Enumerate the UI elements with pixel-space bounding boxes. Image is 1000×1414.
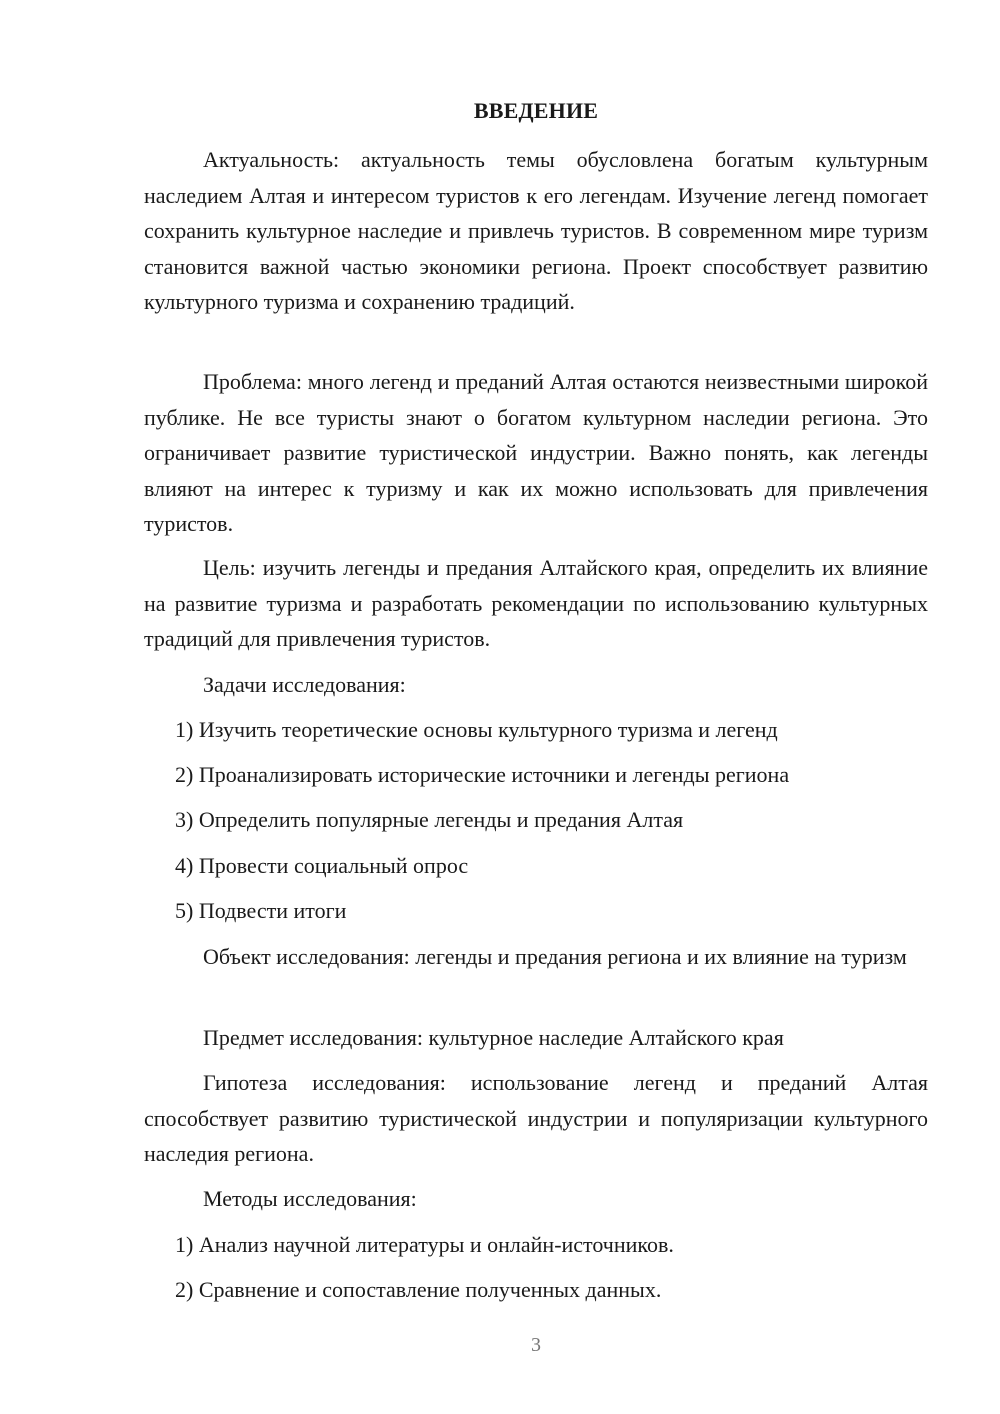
subject-paragraph: Предмет исследования: культурное наследие Алтайского края <box>203 1025 784 1050</box>
tasks-title: Задачи исследования: <box>203 672 406 697</box>
task-item-3: 3) Определить популярные легенды и предания Алтая <box>175 807 684 832</box>
task-item-4: 4) Провести социальный опрос <box>175 853 469 878</box>
page-number: 3 <box>531 1334 541 1356</box>
problem-paragraph: Проблема: много легенд и преданий Алтая остаются неизвестными широкой публике. Не все туристы знают о богатом культурном наследии региона. Это ограничивает развитие туристической индустрии. Важно понять, как легенды влияют на интерес к туризму и как их можно использовать для привлечения туристов. <box>144 369 928 536</box>
hypothesis-paragraph: Гипотеза исследования: использование легенд и преданий Алтая способствует развитию туристической индустрии и популяризации культурного наследия региона. <box>144 1070 928 1166</box>
task-item-1: 1) Изучить теоретические основы культурного туризма и легенд <box>175 717 778 742</box>
task-item-5: 5) Подвести итоги <box>175 898 347 923</box>
method-item-2: 2) Сравнение и сопоставление полученных данных. <box>175 1277 662 1302</box>
section-heading: ВВЕДЕНИЕ <box>473 98 599 123</box>
methods-title: Методы исследования: <box>203 1186 417 1211</box>
goal-paragraph: Цель: изучить легенды и предания Алтайского края, определить их влияние на развитие туризма и разработать рекомендации по использованию культурных традиций для привлечения туристов. <box>144 555 928 651</box>
object-paragraph: Объект исследования: легенды и предания региона и их влияние на туризм <box>203 944 907 969</box>
method-item-1: 1) Анализ научной литературы и онлайн-источников. <box>175 1232 674 1257</box>
task-item-2: 2) Проанализировать исторические источники и легенды региона <box>175 762 790 787</box>
relevance-paragraph: Актуальность: актуальность темы обусловлена богатым культурным наследием Алтая и интересом туристов к его легендам. Изучение легенд помогает сохранить культурное наследие и привлечь туристов. В современном мире туризм становится важной частью экономики региона. Проект способствует развитию культурного туризма и сохранению традиций. <box>144 147 928 314</box>
